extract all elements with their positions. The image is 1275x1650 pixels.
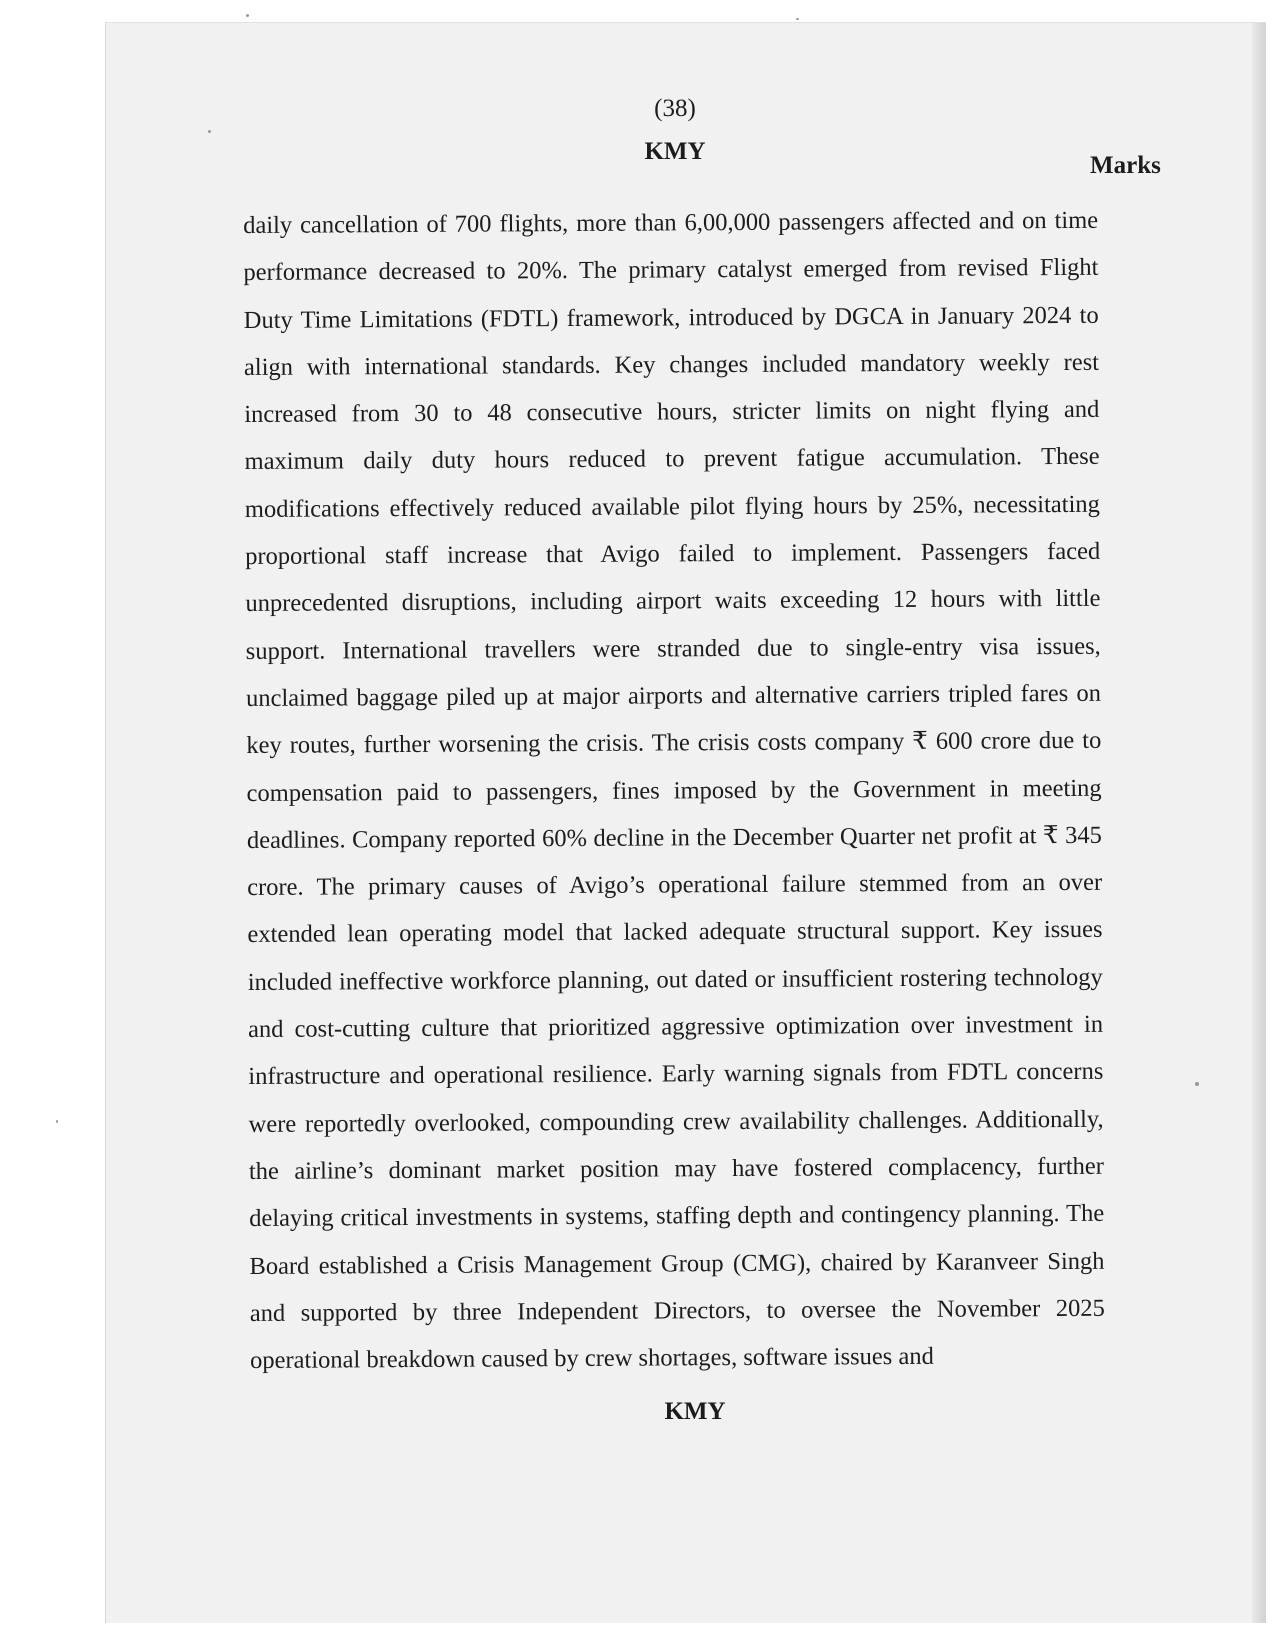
scan-speck — [56, 1120, 58, 1123]
page-number: (38) — [654, 95, 696, 122]
scan-speck — [796, 18, 799, 20]
scan-speck — [208, 130, 211, 133]
scan-speck — [1195, 1082, 1199, 1086]
footer-paper-code: KMY — [664, 1398, 726, 1425]
marks-column-label: Marks — [1090, 152, 1161, 179]
scan-speck — [246, 14, 249, 17]
header-paper-code: KMY — [644, 138, 706, 165]
case-study-paragraph: daily cancellation of 700 flights, more than 6,00,000 passengers affected and on time performance decreased to 20%. The primary catalyst emerged from revised Flight Duty Time Limitations (FDTL) framework, introduced by DGCA in January 2024 to align with international standards. Key changes included mandatory weekly rest increased from 30 to 48 consecutive hours, stricter limits on night flying and maximum daily duty hours reduced to prevent fatigue accumulation. These modifications effectively reduced available pilot flying hours by 25%, necessitating proportional staff increase that Avigo failed to implement. Passengers faced unprecedented disruptions, including airport waits exceeding 12 hours with little support. International travellers were stranded due to single-entry visa issues, unclaimed baggage piled up at major airports and alternative carriers tripled fares on key routes, further worsening the crisis. The crisis costs company ₹ 600 crore due to compensation paid to passengers, fines imposed by the Government in meeting deadlines. Company reported 60% decline in the December Quarter net profit at ₹ 345 crore. The primary causes of Avigo’s operational failure stemmed from an over extended lean operating model that lacked adequate structural support. Key issues included ineffective workforce planning, out dated or insufficient rostering technology and cost-cutting culture that prioritized aggressive optimization over investment in infrastructure and operational resilience. Early warning signals from FDTL concerns were reportedly overlooked, compounding crew availability challenges. Additionally, the airline’s dominant market position may have fostered complacency, further delaying critical investments in systems, staffing depth and contingency planning. The Board established a Crisis Management Group (CMG), chaired by Karanveer Singh and supported by three Independent Directors, to oversee the November 2025 operational breakdown caused by crew shortages, software issues and — [243, 206, 1105, 1375]
sheet-edge-shadow — [1252, 23, 1266, 1623]
